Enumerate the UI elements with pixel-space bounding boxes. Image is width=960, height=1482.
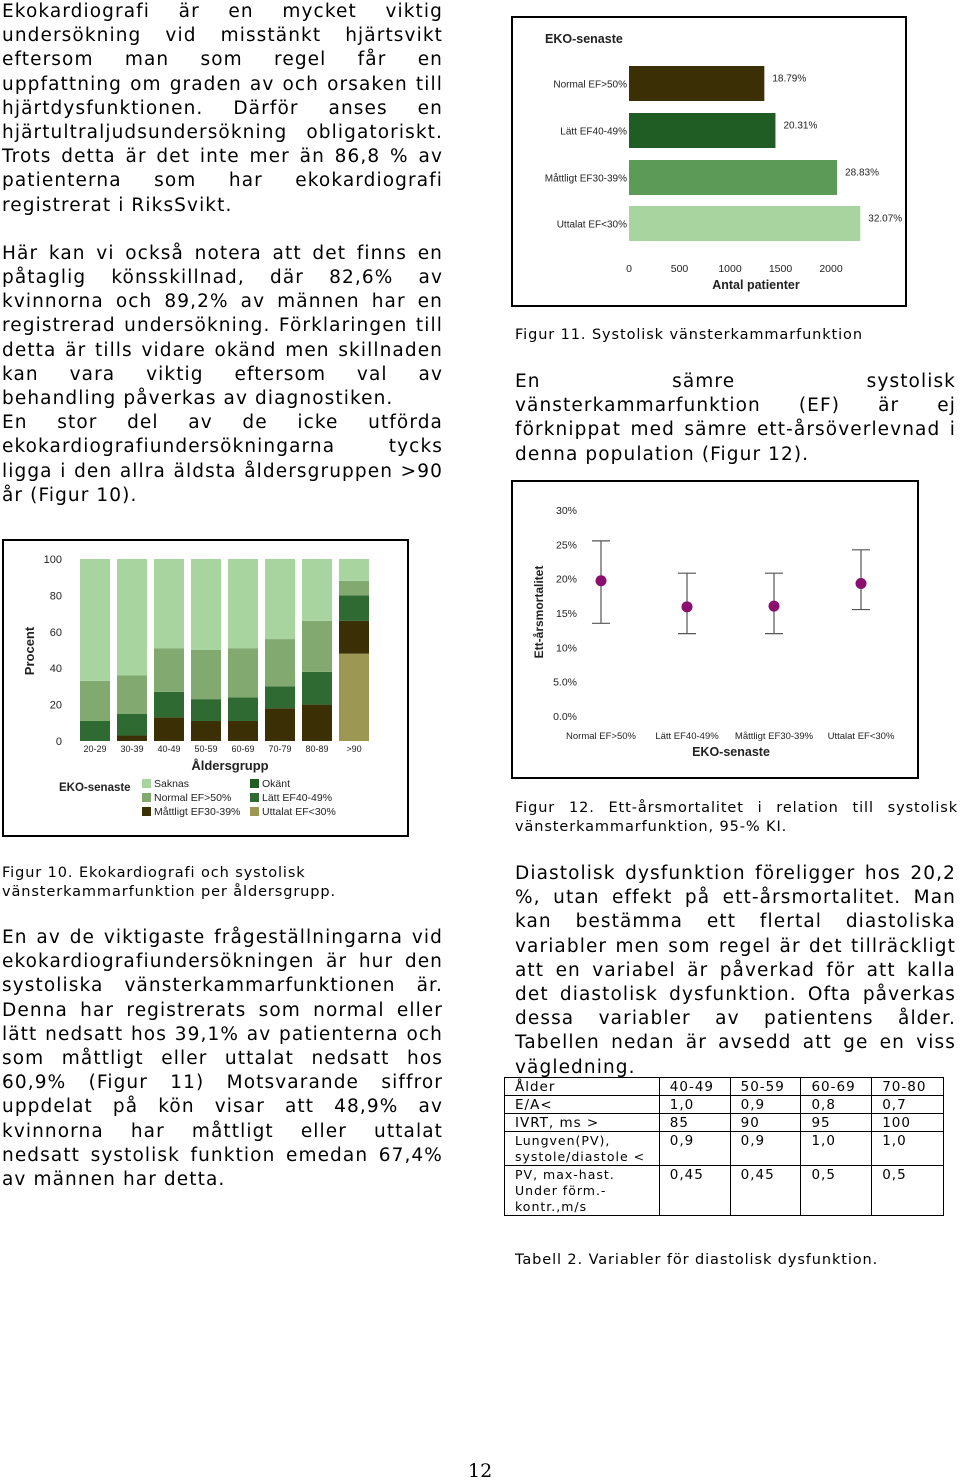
bar-segment bbox=[228, 697, 258, 721]
figure-12-chart bbox=[511, 480, 919, 779]
bar bbox=[629, 113, 775, 148]
table-row-label: IVRT, ms > bbox=[505, 1114, 660, 1132]
diastolic-paragraph: Diastolisk dysfunktion föreligger hos 20,2 %, utan effekt på ett-årsmortalitet. Man kan bestämma ett flertal diastoliska variabler men som regel är det tillräckligt att en variabel är påverkad för att kalla det diastolisk dysfunktion. Ofta påverkas dessa variabler av patientens ålder. Tabellen nedan är avsedd att ge en viss vägledning. bbox=[515, 863, 956, 1078]
bar-segment bbox=[80, 681, 110, 721]
table-header-cell: 70-80 bbox=[872, 1078, 944, 1096]
x-tick-label: 20-29 bbox=[83, 744, 107, 754]
bar-segment bbox=[302, 559, 332, 621]
x-tick-label: 1000 bbox=[718, 263, 742, 275]
y-tick-label: 20% bbox=[555, 573, 577, 586]
x-tick-label: Normal EF>50% bbox=[566, 731, 636, 742]
ef-paragraph: En sämre systolisk vänsterkammarfunktion (EF) är ej förknippat med sämre ett-årsöverlevnad i denna population (Figur 12). bbox=[515, 371, 956, 465]
figure-10-caption-line1: Figur 10. Ekokardiografi och systolisk bbox=[2, 865, 306, 881]
table-cell: 1,0 bbox=[801, 1132, 872, 1166]
table-row-label-line2: Under förm.- bbox=[515, 1183, 607, 1198]
y-tick-label: 5.0% bbox=[553, 676, 577, 689]
bar-segment bbox=[80, 721, 110, 741]
legend-label: Saknas bbox=[154, 778, 190, 790]
x-tick-label: 30-39 bbox=[120, 744, 144, 754]
left-column-bottom bbox=[2, 926, 443, 1192]
x-tick-label: 1500 bbox=[768, 263, 793, 275]
bar-data-label: 32.07% bbox=[868, 213, 903, 225]
bar-category-label: Normal EF>50% bbox=[553, 79, 627, 91]
table-cell: 0,5 bbox=[801, 1166, 872, 1216]
table-cell: 95 bbox=[801, 1114, 872, 1132]
figure-11-svg bbox=[513, 18, 905, 305]
y-tick-label: 0.0% bbox=[553, 711, 577, 723]
table-cell: 0,5 bbox=[872, 1166, 944, 1216]
y-axis-label: Procent bbox=[22, 626, 37, 676]
bar-segment bbox=[339, 559, 369, 581]
table-cell: 0,8 bbox=[801, 1096, 872, 1114]
x-tick-label: 70-79 bbox=[268, 744, 292, 754]
figure-10-caption-line2: vänsterkammarfunktion per åldersgrupp. bbox=[2, 884, 336, 900]
bar-segment bbox=[265, 686, 295, 708]
bar-segment bbox=[228, 648, 258, 697]
bar-segment bbox=[339, 654, 369, 741]
table-cell: 0,45 bbox=[659, 1166, 730, 1216]
bar-segment bbox=[117, 736, 147, 741]
y-tick-label: 15% bbox=[555, 608, 577, 620]
data-point bbox=[596, 575, 607, 586]
bar-segment bbox=[339, 595, 369, 620]
bar-segment bbox=[228, 559, 258, 648]
table-2-caption: Tabell 2. Variabler för diastolisk dysfunktion. bbox=[515, 1252, 879, 1268]
x-tick-label: 0 bbox=[626, 263, 632, 275]
y-tick-label: 20 bbox=[49, 699, 62, 712]
intro-paragraph: Ekokardiografi är en mycket viktig undersökning vid misstänkt hjärtsvikt eftersom man som regel får en uppfattning om graden av och orsaken till hjärtdysfunktionen. Därför anses en hjärtultraljudsundersökning obligatoriskt. Trots detta är det inte mer än 86,8 % av patienterna som har ekokardiografi registrerat i RiksSvikt. bbox=[2, 1, 443, 216]
legend-swatch bbox=[250, 779, 259, 788]
gender-paragraph: Här kan vi också notera att det finns en påtaglig könsskillnad, där 82,6% av kvinnorna och 89,2% av männen har en registrerad undersökning. Förklaringen till detta är tills vidare okänd men skillnaden kan vara viktig eftersom val av behandling påverkas av diagnostiken. bbox=[2, 242, 443, 410]
legend-label: Uttalat EF<30% bbox=[262, 806, 336, 818]
table-header-row bbox=[505, 1078, 944, 1096]
bar-segment bbox=[117, 714, 147, 736]
legend-label: Normal EF>50% bbox=[154, 792, 232, 804]
left-column bbox=[2, 0, 443, 508]
x-axis-label: Åldersgrupp bbox=[191, 758, 269, 773]
y-tick-label: 10% bbox=[555, 642, 577, 655]
legend-swatch bbox=[142, 779, 151, 788]
right-column-mid bbox=[515, 370, 956, 467]
y-tick-label: 40 bbox=[49, 663, 62, 676]
bar-category-label: Lätt EF40-49% bbox=[560, 126, 627, 138]
x-axis-label: Antal patienter bbox=[712, 278, 800, 292]
y-tick-label: 30% bbox=[555, 505, 577, 517]
table-cell: 90 bbox=[730, 1114, 801, 1132]
bar-segment bbox=[302, 621, 332, 672]
x-tick-label: Uttalat EF<30% bbox=[827, 731, 895, 742]
bar-segment bbox=[191, 699, 221, 721]
table-cell: 85 bbox=[659, 1114, 730, 1132]
bar-segment bbox=[117, 675, 147, 713]
legend-swatch bbox=[250, 807, 259, 816]
table-cell: 100 bbox=[872, 1114, 944, 1132]
table-header-cell: Ålder bbox=[505, 1078, 660, 1096]
figure-11-caption: Figur 11. Systolisk vänsterkammarfunktion bbox=[515, 327, 863, 343]
data-point bbox=[856, 578, 867, 589]
table-row bbox=[505, 1096, 944, 1114]
table-cell: 0,7 bbox=[872, 1096, 944, 1114]
table-row-label bbox=[505, 1166, 660, 1216]
x-tick-label: 500 bbox=[670, 263, 689, 275]
legend-label: Lätt EF40-49% bbox=[262, 792, 333, 804]
table-row-label-line1: Lungven(PV), bbox=[515, 1133, 611, 1148]
y-tick-label: 100 bbox=[43, 554, 62, 566]
legend-swatch bbox=[142, 807, 151, 816]
table-cell: 0,9 bbox=[730, 1096, 801, 1114]
table-cell: 0,45 bbox=[730, 1166, 801, 1216]
x-tick-label: Lätt EF40-49% bbox=[655, 731, 719, 742]
bar-segment bbox=[80, 559, 110, 681]
table-cell: 0,9 bbox=[659, 1132, 730, 1166]
bar-segment bbox=[154, 559, 184, 648]
bar-segment bbox=[265, 639, 295, 686]
right-column-bottom bbox=[515, 862, 956, 1080]
table-header-cell: 40-49 bbox=[659, 1078, 730, 1096]
legend-label: Okänt bbox=[262, 778, 291, 790]
y-tick-label: 80 bbox=[49, 590, 62, 603]
table-2 bbox=[504, 1077, 944, 1216]
bar bbox=[629, 206, 860, 241]
x-axis-label: EKO-senaste bbox=[692, 745, 770, 759]
figure-12-caption: Figur 12. Ett-årsmortalitet i relation till systolisk vänsterkammarfunktion, 95-% KI. bbox=[515, 800, 958, 835]
figure-10-svg bbox=[4, 541, 407, 835]
bar-segment bbox=[228, 721, 258, 741]
figure-10-caption bbox=[2, 864, 452, 902]
table-row bbox=[505, 1166, 944, 1216]
x-tick-label: 60-69 bbox=[231, 744, 255, 754]
systolic-paragraph: En av de viktigaste frågeställningarna vid ekokardiografiundersökningen är hur den systoliska vänsterkammarfunktionen är. Denna har registrerats som normal eller lätt nedsatt hos 39,1% av patienterna och som måttligt eller uttalat nedsatt hos 60,9% (Figur 11) Motsvarande siffror uppdelat på kön visar att 48,9% av kvinnorna har måttligt eller uttalat nedsatt systolisk funktion emedan 67,4% av männen har detta. bbox=[2, 927, 443, 1191]
table-row bbox=[505, 1114, 944, 1132]
bar-segment bbox=[265, 559, 295, 639]
table-row-label-line3: kontr.,m/s bbox=[515, 1199, 588, 1214]
x-tick-label: 80-89 bbox=[305, 744, 329, 754]
y-tick-label: 0 bbox=[55, 736, 62, 748]
bar-segment bbox=[302, 672, 332, 705]
x-tick-label: >90 bbox=[346, 744, 362, 754]
bar-category-label: Måttligt EF30-39% bbox=[544, 173, 627, 185]
bar-data-label: 20.31% bbox=[783, 120, 818, 132]
bar-segment bbox=[191, 650, 221, 699]
table-row-label-line2: systole/diastole < bbox=[515, 1149, 646, 1164]
bar-segment bbox=[154, 717, 184, 741]
figure-11-chart bbox=[511, 16, 907, 307]
bar-segment bbox=[154, 692, 184, 717]
table-row-label bbox=[505, 1132, 660, 1166]
figure-10-chart bbox=[2, 539, 409, 837]
x-tick-label: 50-59 bbox=[194, 744, 218, 754]
bar-segment bbox=[191, 559, 221, 650]
bar-segment bbox=[154, 648, 184, 692]
y-tick-label: 60 bbox=[49, 626, 62, 639]
bar-segment bbox=[339, 581, 369, 596]
legend-label: Måttligt EF30-39% bbox=[154, 806, 241, 818]
table-header-cell: 60-69 bbox=[801, 1078, 872, 1096]
x-tick-label: 40-49 bbox=[157, 744, 181, 754]
data-point bbox=[682, 601, 693, 612]
bar bbox=[629, 160, 837, 195]
y-tick-label: 25% bbox=[555, 539, 577, 552]
bar-category-label: Uttalat EF<30% bbox=[556, 219, 627, 231]
figure-12-svg bbox=[513, 482, 917, 777]
data-point bbox=[769, 601, 780, 612]
age-paragraph: En stor del av de icke utförda ekokardiografiundersökningarna tycks ligga i den allra äldsta åldersgruppen >90 år (Figur 10). bbox=[2, 412, 443, 506]
x-tick-label: Måttligt EF30-39% bbox=[734, 731, 814, 742]
bar-data-label: 28.83% bbox=[845, 167, 879, 179]
page-number: 12 bbox=[468, 1460, 493, 1482]
table-cell: 1,0 bbox=[872, 1132, 944, 1166]
bar-segment bbox=[117, 559, 147, 675]
legend-title: EKO-senaste bbox=[59, 782, 131, 794]
bar-segment bbox=[265, 708, 295, 741]
bar-segment bbox=[302, 705, 332, 741]
table-row-label-line1: PV, max-hast. bbox=[515, 1167, 615, 1182]
bar bbox=[629, 66, 764, 101]
bar-segment bbox=[339, 621, 369, 654]
table-header-cell: 50-59 bbox=[730, 1078, 801, 1096]
bar-data-label: 18.79% bbox=[772, 73, 807, 85]
y-axis-label: Ett-årsmortalitet bbox=[532, 565, 546, 659]
bar-segment bbox=[191, 721, 221, 741]
table-cell: 1,0 bbox=[659, 1096, 730, 1114]
legend-swatch bbox=[142, 793, 151, 802]
table-cell: 0,9 bbox=[730, 1132, 801, 1166]
x-tick-label: 2000 bbox=[819, 263, 843, 275]
legend-swatch bbox=[250, 793, 259, 802]
chart-title: EKO-senaste bbox=[545, 32, 623, 46]
table-row bbox=[505, 1132, 944, 1166]
table-row-label: E/A< bbox=[505, 1096, 660, 1114]
